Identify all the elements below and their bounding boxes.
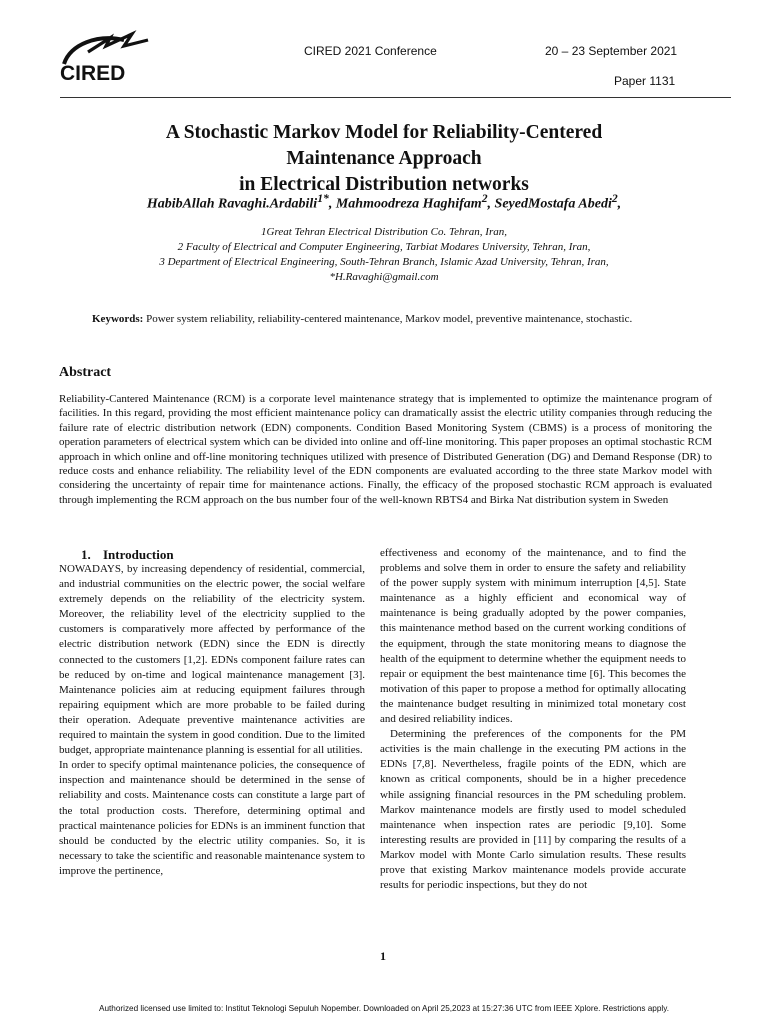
- author-tail: ,: [617, 196, 622, 212]
- affiliations: [60, 225, 708, 285]
- affiliation-line: 1Great Tehran Electrical Distribution Co. Tehran, Iran,: [261, 226, 507, 238]
- keywords: [92, 312, 675, 326]
- title-line: Maintenance Approach: [286, 148, 482, 169]
- author-list: [80, 192, 688, 213]
- conference-name: CIRED 2021 Conference: [304, 44, 437, 58]
- left-column: [59, 547, 365, 879]
- author-name: , SeyedMostafa Abedi: [487, 196, 612, 212]
- paragraph: In order to specify optimal maintenance policies, the consequence of inspection and maintenance should be determined in the sense of reliability and costs. Maintenance costs can constitute a large part of the total production costs. Therefore, determining optimal and practical maintenance policies for EDNs is an imminent function that should be conducted by the electric utility companies. So, it is necessary to take the scientific and reasonable maintenance system to improve the pertinence,: [59, 759, 365, 877]
- author-superscript: 2: [481, 192, 488, 205]
- author-name: , Mahmoodreza Haghifam: [328, 196, 482, 212]
- affiliation-line: 3 Department of Electrical Engineering, South-Tehran Branch, Islamic Azad University, Tehran, Iran,: [159, 256, 609, 268]
- title-line: A Stochastic Markov Model for Reliability-Centered: [165, 122, 603, 143]
- cired-logo: [58, 30, 154, 84]
- section-title: Introduction: [103, 547, 174, 562]
- right-column: [380, 546, 686, 893]
- author-name: HabibAllah Ravaghi.Ardabili: [146, 196, 318, 212]
- paragraph: effectiveness and economy of the maintenance, and to find the problems and solve them in order to ensure the safety and reliability of the power supply system with minimum interruption [4,5]. State maintenance as a highly efficient and economical way of maintenance is being gradually adopted by the power companies, this maintenance method based on the current working conditions of the equipment, through the state monitoring means to diagnose the health of the equipment to determine whether the equipment needs to repair or equipment the best maintenance time [6]. This becomes the motivation of this paper to propose a method for optimally allocating the maintenance budget resulting in minimized total monetary cost and desired reliability indices.: [380, 547, 686, 726]
- page-number: 1: [380, 949, 386, 963]
- abstract-body: Reliability-Cantered Maintenance (RCM) is a corporate level maintenance strategy that is implemented to optimize the maintenance program of facilities. In this regard, providing the most efficient maintenance policy can dramatically assist the electric utility companies through reducing the failure rate of electric distribution network (EDN) components. Condition Based Monitoring System (CBMS) is a process of monitoring the operation parameters of electrical system which can be divided into online and off-line monitoring. This paper proposes an optimal stochastic RCM approach in which online and off-line monitoring techniques utilized with presence of Distributed Generation (DG) and Demand Response (DR) to reduce costs and enhance reliability. The reliability level of the EDN components are evaluated according to the three state Markov model with considering the uncertainty of repair time for maintenance actions. Finally, the efficacy of the proposed stochastic RCM approach is evaluated through implementing the RCM approach on the bus number four of the well-known RBTS4 and Birka Nat distribution system in Sweden: [59, 393, 712, 506]
- logo-text: CIRED: [60, 62, 126, 84]
- section-heading: [81, 547, 365, 562]
- conference-date: 20 – 23 September 2021: [545, 44, 678, 58]
- paper-number: Paper 1131: [614, 74, 676, 88]
- title-line: in Electrical Distribution networks: [239, 174, 529, 195]
- abstract-heading: Abstract: [59, 365, 112, 380]
- license-footer: Authorized licensed use limited to: Institut Teknologi Sepuluh Nopember. Downloaded on April 25,2023 at 15:27:36 UTC from IEEE Xplore. Restrictions apply.: [99, 1004, 669, 1013]
- paragraph: NOWADAYS, by increasing dependency of residential, commercial, and industrial communities on the electric power, the social welfare extremely depends on the reliability of the electricity system. Moreover, the reliability level of the electricity supplied to the customers is comparatively more affected by performance of the electric distribution network (EDN) since the EDN is directly connected to the customers [1,2]. EDNs component failure rates can be reduced by on-time and logical maintenance management [3]. Maintenance policies aim at reducing equipment failures through repairing equipment which are more probable to be failed during their operation. Adequate preventive maintenance activities are required to maintain the system in good condition. Due to the limited budget, appropriate maintenance planning is essential for all utilities.: [59, 563, 365, 757]
- affiliation-line: 2 Faculty of Electrical and Computer Engineering, Tarbiat Modares University, Tehran, Iran,: [177, 241, 591, 253]
- keywords-label: Keywords:: [92, 313, 144, 325]
- keywords-text: Power system reliability, reliability-centered maintenance, Markov model, preventive maintenance, stochastic.: [143, 313, 633, 325]
- paragraph: Determining the preferences of the components for the PM activities is the main challenge in the executing PM actions in the EDNs [7,8]. Nevertheless, fragile points of the EDN, which are known as critical components, should be in a higher precedence while assigning financial resources in the PM scheduling problem. Markov maintenance models are firstly used to model scheduled maintenance when inspection rates are periodic [9,10]. Some interesting results are provided in [11] by comparing the results of a Markov model with Monte Carlo simulation results. These results prove that existing Markov maintenance models provide accurate results for periodic inspections, but they do not: [380, 728, 686, 892]
- author-email: *H.Ravaghi@gmail.com: [329, 271, 439, 283]
- author-superscript: 2: [611, 192, 618, 205]
- section-number: 1.: [81, 547, 91, 562]
- cired-logo-mark: [58, 30, 154, 84]
- header-rule: [60, 97, 731, 98]
- author-superscript: 1*: [317, 192, 329, 205]
- paper-title: [80, 120, 688, 198]
